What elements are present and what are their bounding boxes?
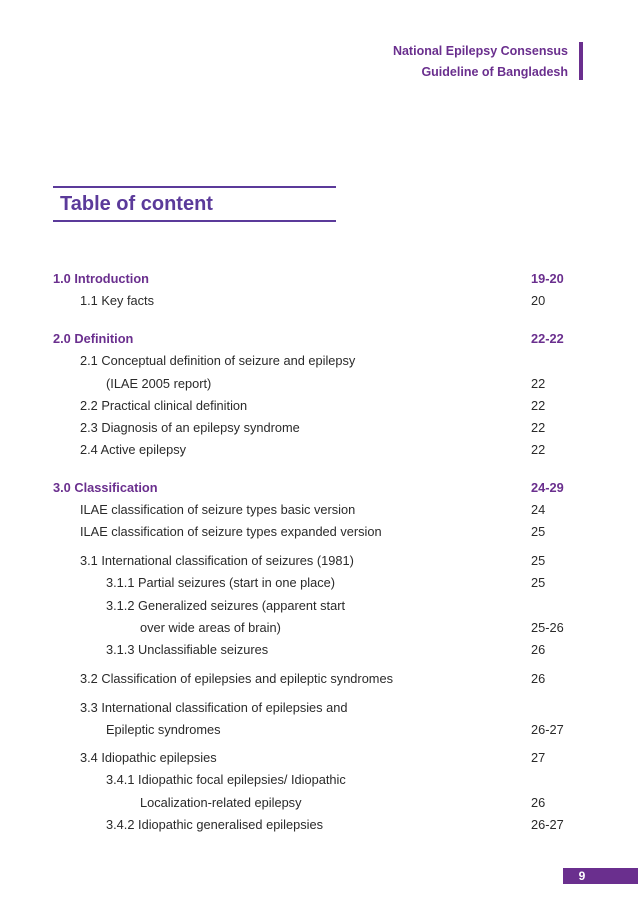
- toc-pages: 27: [531, 750, 546, 765]
- toc-entry[interactable]: [0, 291, 638, 311]
- title-rule-bottom: [53, 220, 336, 222]
- toc-pages: 26: [531, 795, 546, 810]
- toc-entry[interactable]: [0, 418, 638, 438]
- header-line-2: Guideline of Bangladesh: [421, 65, 568, 79]
- toc-title: 2.2 Practical clinical definition: [80, 398, 248, 413]
- running-header: [393, 41, 568, 83]
- toc-pages: 25: [531, 553, 546, 568]
- toc-title: ILAE classification of seizure types expanded version: [80, 524, 382, 539]
- toc-section[interactable]: [0, 329, 638, 349]
- toc-title: 3.0 Classification: [53, 480, 158, 495]
- toc-pages: 19-20: [531, 271, 564, 286]
- toc-pages: 26-27: [531, 722, 564, 737]
- toc-title: 3.2 Classification of epilepsies and epileptic syndromes: [80, 671, 393, 686]
- toc-title: ILAE classification of seizure types basic version: [80, 502, 356, 517]
- toc-pages: 25: [531, 524, 546, 539]
- header-line-1: National Epilepsy Consensus: [392, 44, 568, 58]
- title-rule-top: [53, 186, 336, 188]
- toc-pages: 26: [531, 642, 546, 657]
- toc-title: 3.4.2 Idiopathic generalised epilepsies: [106, 817, 323, 832]
- toc-entry[interactable]: [0, 500, 638, 520]
- toc-title: over wide areas of brain): [140, 620, 281, 635]
- toc-title: 2.4 Active epilepsy: [80, 442, 186, 457]
- toc-entry[interactable]: [0, 698, 638, 718]
- toc-title: 3.1 International classification of seizures (1981): [80, 553, 354, 568]
- toc-entry[interactable]: [0, 396, 638, 416]
- toc-title: 2.0 Definition: [53, 331, 134, 346]
- toc-entry[interactable]: [0, 793, 638, 813]
- toc-title: 2.1 Conceptual definition of seizure and epilepsy: [80, 353, 356, 368]
- toc-section[interactable]: [0, 269, 638, 289]
- toc-title: 3.1.2 Generalized seizures (apparent start: [106, 598, 346, 613]
- toc-entry[interactable]: [0, 720, 638, 740]
- toc-title: 3.1.1 Partial seizures (start in one place): [106, 575, 336, 590]
- toc-pages: 24: [531, 502, 546, 517]
- toc-entry[interactable]: [0, 815, 638, 835]
- toc-entry[interactable]: [0, 440, 638, 460]
- toc-title: 3.3 International classification of epilepsies and: [80, 700, 348, 715]
- toc-pages: 26: [531, 671, 546, 686]
- toc-pages: 25: [531, 575, 546, 590]
- toc-entry[interactable]: [0, 374, 638, 394]
- toc-entry[interactable]: [0, 748, 638, 768]
- toc-title: Epileptic syndromes: [106, 722, 221, 737]
- toc-entry[interactable]: [0, 596, 638, 616]
- toc-pages: 24-29: [531, 480, 564, 495]
- toc-title: (ILAE 2005 report): [106, 376, 212, 391]
- page-number-strip: [601, 868, 638, 884]
- page-title: Table of content: [60, 193, 213, 215]
- toc-pages: 22-22: [531, 331, 564, 346]
- toc-title: 3.4 Idiopathic epilepsies: [80, 750, 217, 765]
- toc-title: 2.3 Diagnosis of an epilepsy syndrome: [80, 420, 300, 435]
- toc-entry[interactable]: [0, 770, 638, 790]
- toc-pages: 26-27: [531, 817, 564, 832]
- toc-title: 1.0 Introduction: [53, 271, 149, 286]
- toc-pages: 22: [531, 420, 546, 435]
- toc-pages: 22: [531, 398, 546, 413]
- toc-title: Localization-related epilepsy: [140, 795, 302, 810]
- toc-entry[interactable]: [0, 351, 638, 371]
- toc-section[interactable]: [0, 478, 638, 498]
- toc-pages: 22: [531, 442, 546, 457]
- toc-entry[interactable]: [0, 618, 638, 638]
- toc-pages: 25-26: [531, 620, 564, 635]
- toc-entry[interactable]: [0, 551, 638, 571]
- toc-pages: 20: [531, 293, 546, 308]
- toc-entry[interactable]: [0, 669, 638, 689]
- toc-entry[interactable]: [0, 573, 638, 593]
- toc-title: 3.4.1 Idiopathic focal epilepsies/ Idiopathic: [106, 772, 346, 787]
- page-number: 9: [563, 868, 601, 884]
- header-accent-bar: [579, 42, 583, 80]
- toc-title: 3.1.3 Unclassifiable seizures: [106, 642, 269, 657]
- toc-title: 1.1 Key facts: [80, 293, 154, 308]
- toc-pages: 22: [531, 376, 546, 391]
- toc-entry[interactable]: [0, 522, 638, 542]
- toc-entry[interactable]: [0, 640, 638, 660]
